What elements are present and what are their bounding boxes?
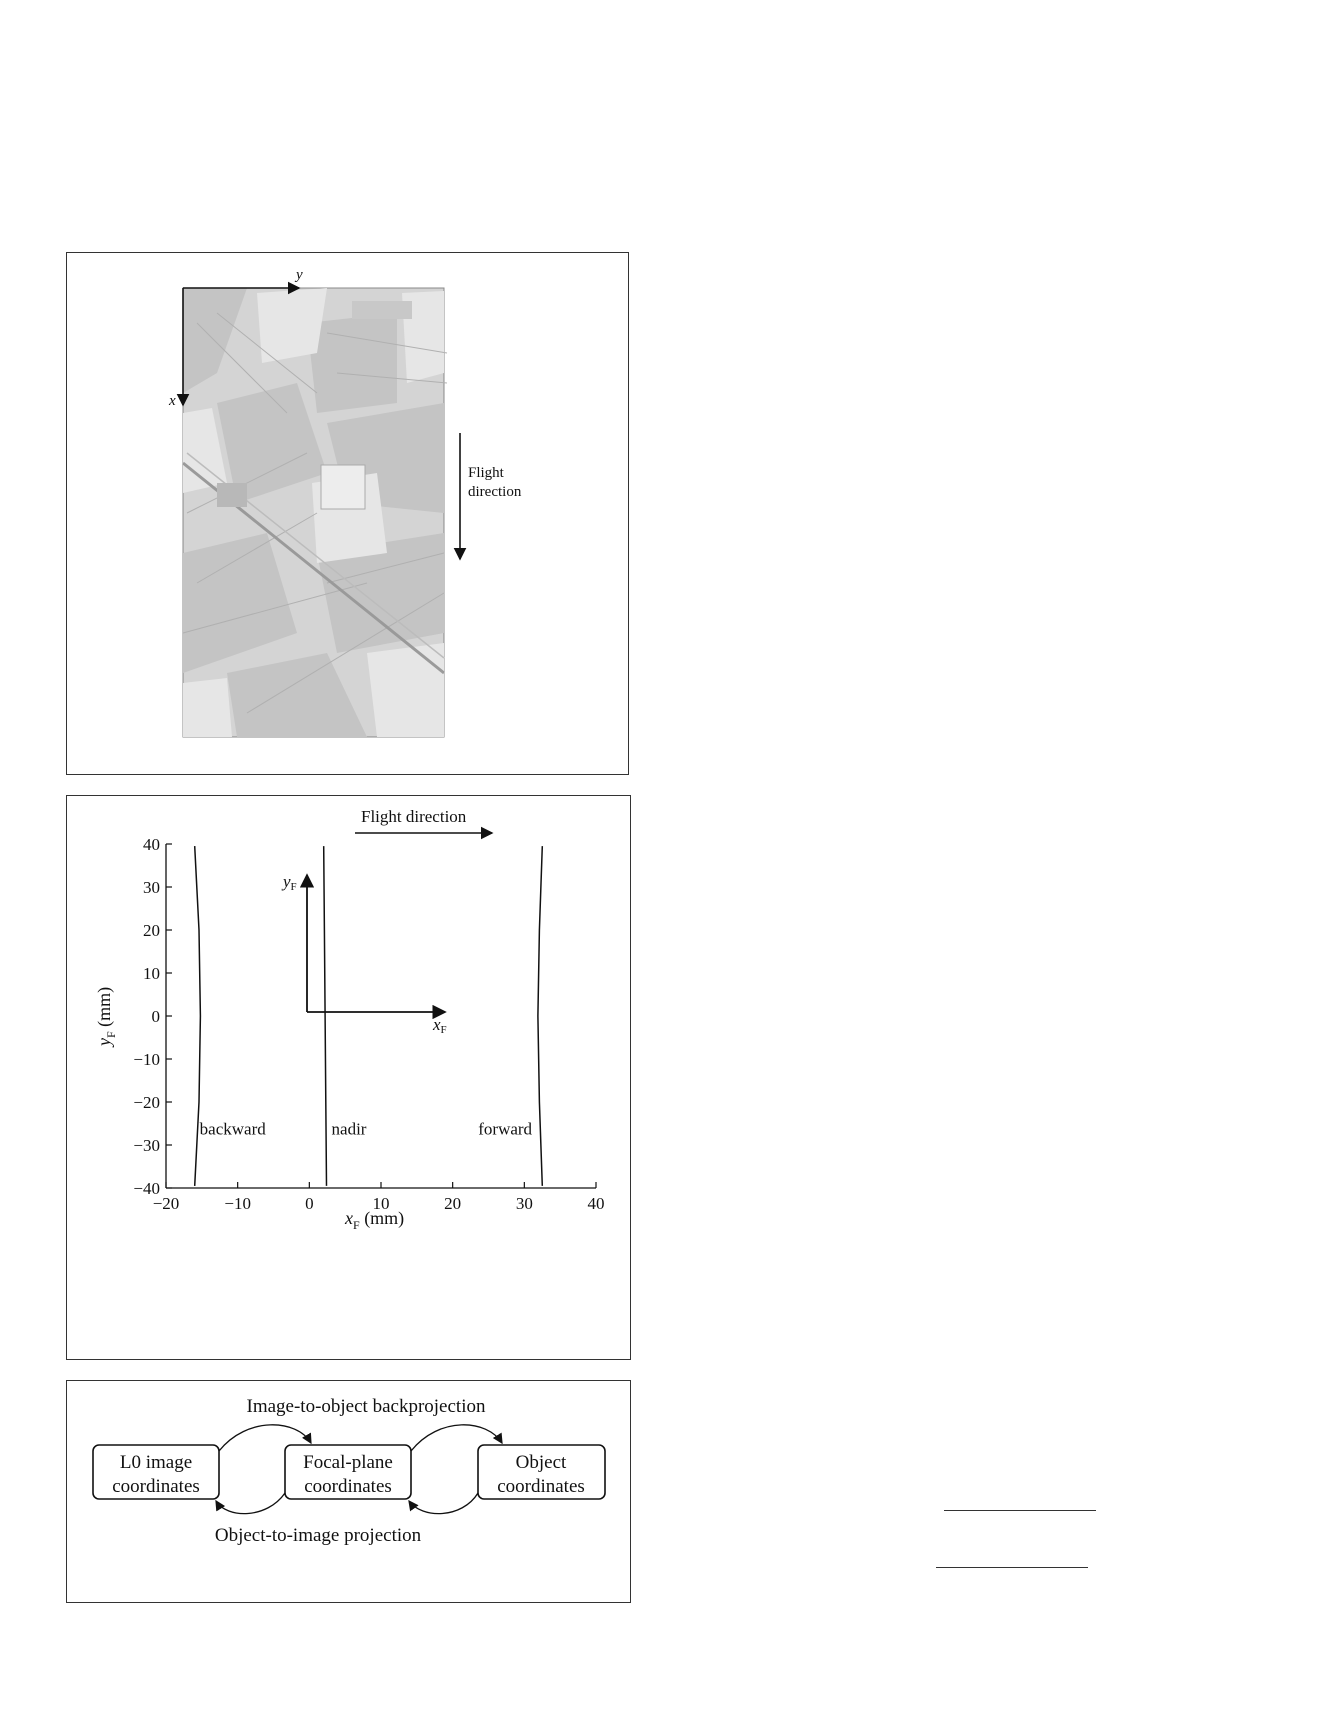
inset-y-label: yF [283,872,297,893]
chart-ticks [133,835,604,1213]
satellite-image [183,288,447,737]
chart-series [195,846,543,1186]
svg-text:coordinates: coordinates [112,1476,200,1497]
series-label-forward: forward [478,1119,533,1139]
flow-box-l0-image [93,1445,219,1499]
x-tick-label: 40 [587,1194,605,1213]
page-rule-1 [944,1510,1096,1511]
flow-bottom-label: Object-to-image projection [214,1525,422,1546]
y-tick-label: −10 [133,1050,160,1069]
y-tick-label: 20 [143,921,160,940]
y-tick-label: −40 [133,1179,160,1198]
flow-top-label: Image-to-object backprojection [246,1396,486,1417]
flight-label-line2: direction [468,484,522,500]
flight-direction-arrow [460,433,522,559]
chart-flight-direction [355,807,492,833]
coordinate-flow-svg [67,1381,632,1604]
svg-text:coordinates: coordinates [497,1476,585,1497]
x-tick-label: −10 [224,1194,251,1213]
flow-box-focal-plane [285,1445,411,1499]
image-x-axis-label: x [169,393,176,409]
chart-y-axis-title: $y_F$ (mm) [94,986,118,1046]
figure-focal-plane-chart [66,795,631,1360]
flight-label-line1: Flight [468,465,504,481]
figure-image-svg [67,253,630,776]
focal-plane-chart-svg [67,796,632,1361]
image-y-axis-label: y [296,267,303,283]
svg-text:Focal-plane: Focal-plane [303,1452,393,1473]
figure-coordinate-flow [66,1380,631,1603]
y-tick-label: 10 [143,964,160,983]
series-line-nadir [324,846,327,1186]
y-tick-label: 30 [143,878,160,897]
svg-text:coordinates: coordinates [304,1476,392,1497]
x-tick-label: 0 [305,1194,314,1213]
chart-x-axis-title: $x_F$ (mm) [345,1208,405,1232]
y-tick-label: −20 [133,1093,160,1112]
flow-box-object [478,1445,605,1499]
series-label-nadir: nadir [331,1119,367,1139]
y-tick-label: 40 [143,835,160,854]
x-tick-label: −20 [152,1194,180,1213]
y-tick-label: −30 [133,1136,160,1155]
inset-x-label: xF [433,1015,447,1036]
svg-text:L0 image: L0 image [119,1452,193,1473]
x-tick-label: 20 [444,1194,462,1213]
chart-flight-direction-label: Flight direction [361,807,467,826]
figure-image-axes [66,252,629,775]
series-line-forward [538,846,542,1186]
x-tick-label: 10 [372,1194,390,1213]
inset-focal-axes [281,872,447,1036]
y-tick-label: 0 [151,1007,160,1026]
svg-text:Object: Object [515,1452,567,1473]
x-tick-label: 30 [515,1194,533,1213]
series-label-backward: backward [199,1119,266,1139]
page-rule-2 [936,1567,1088,1568]
